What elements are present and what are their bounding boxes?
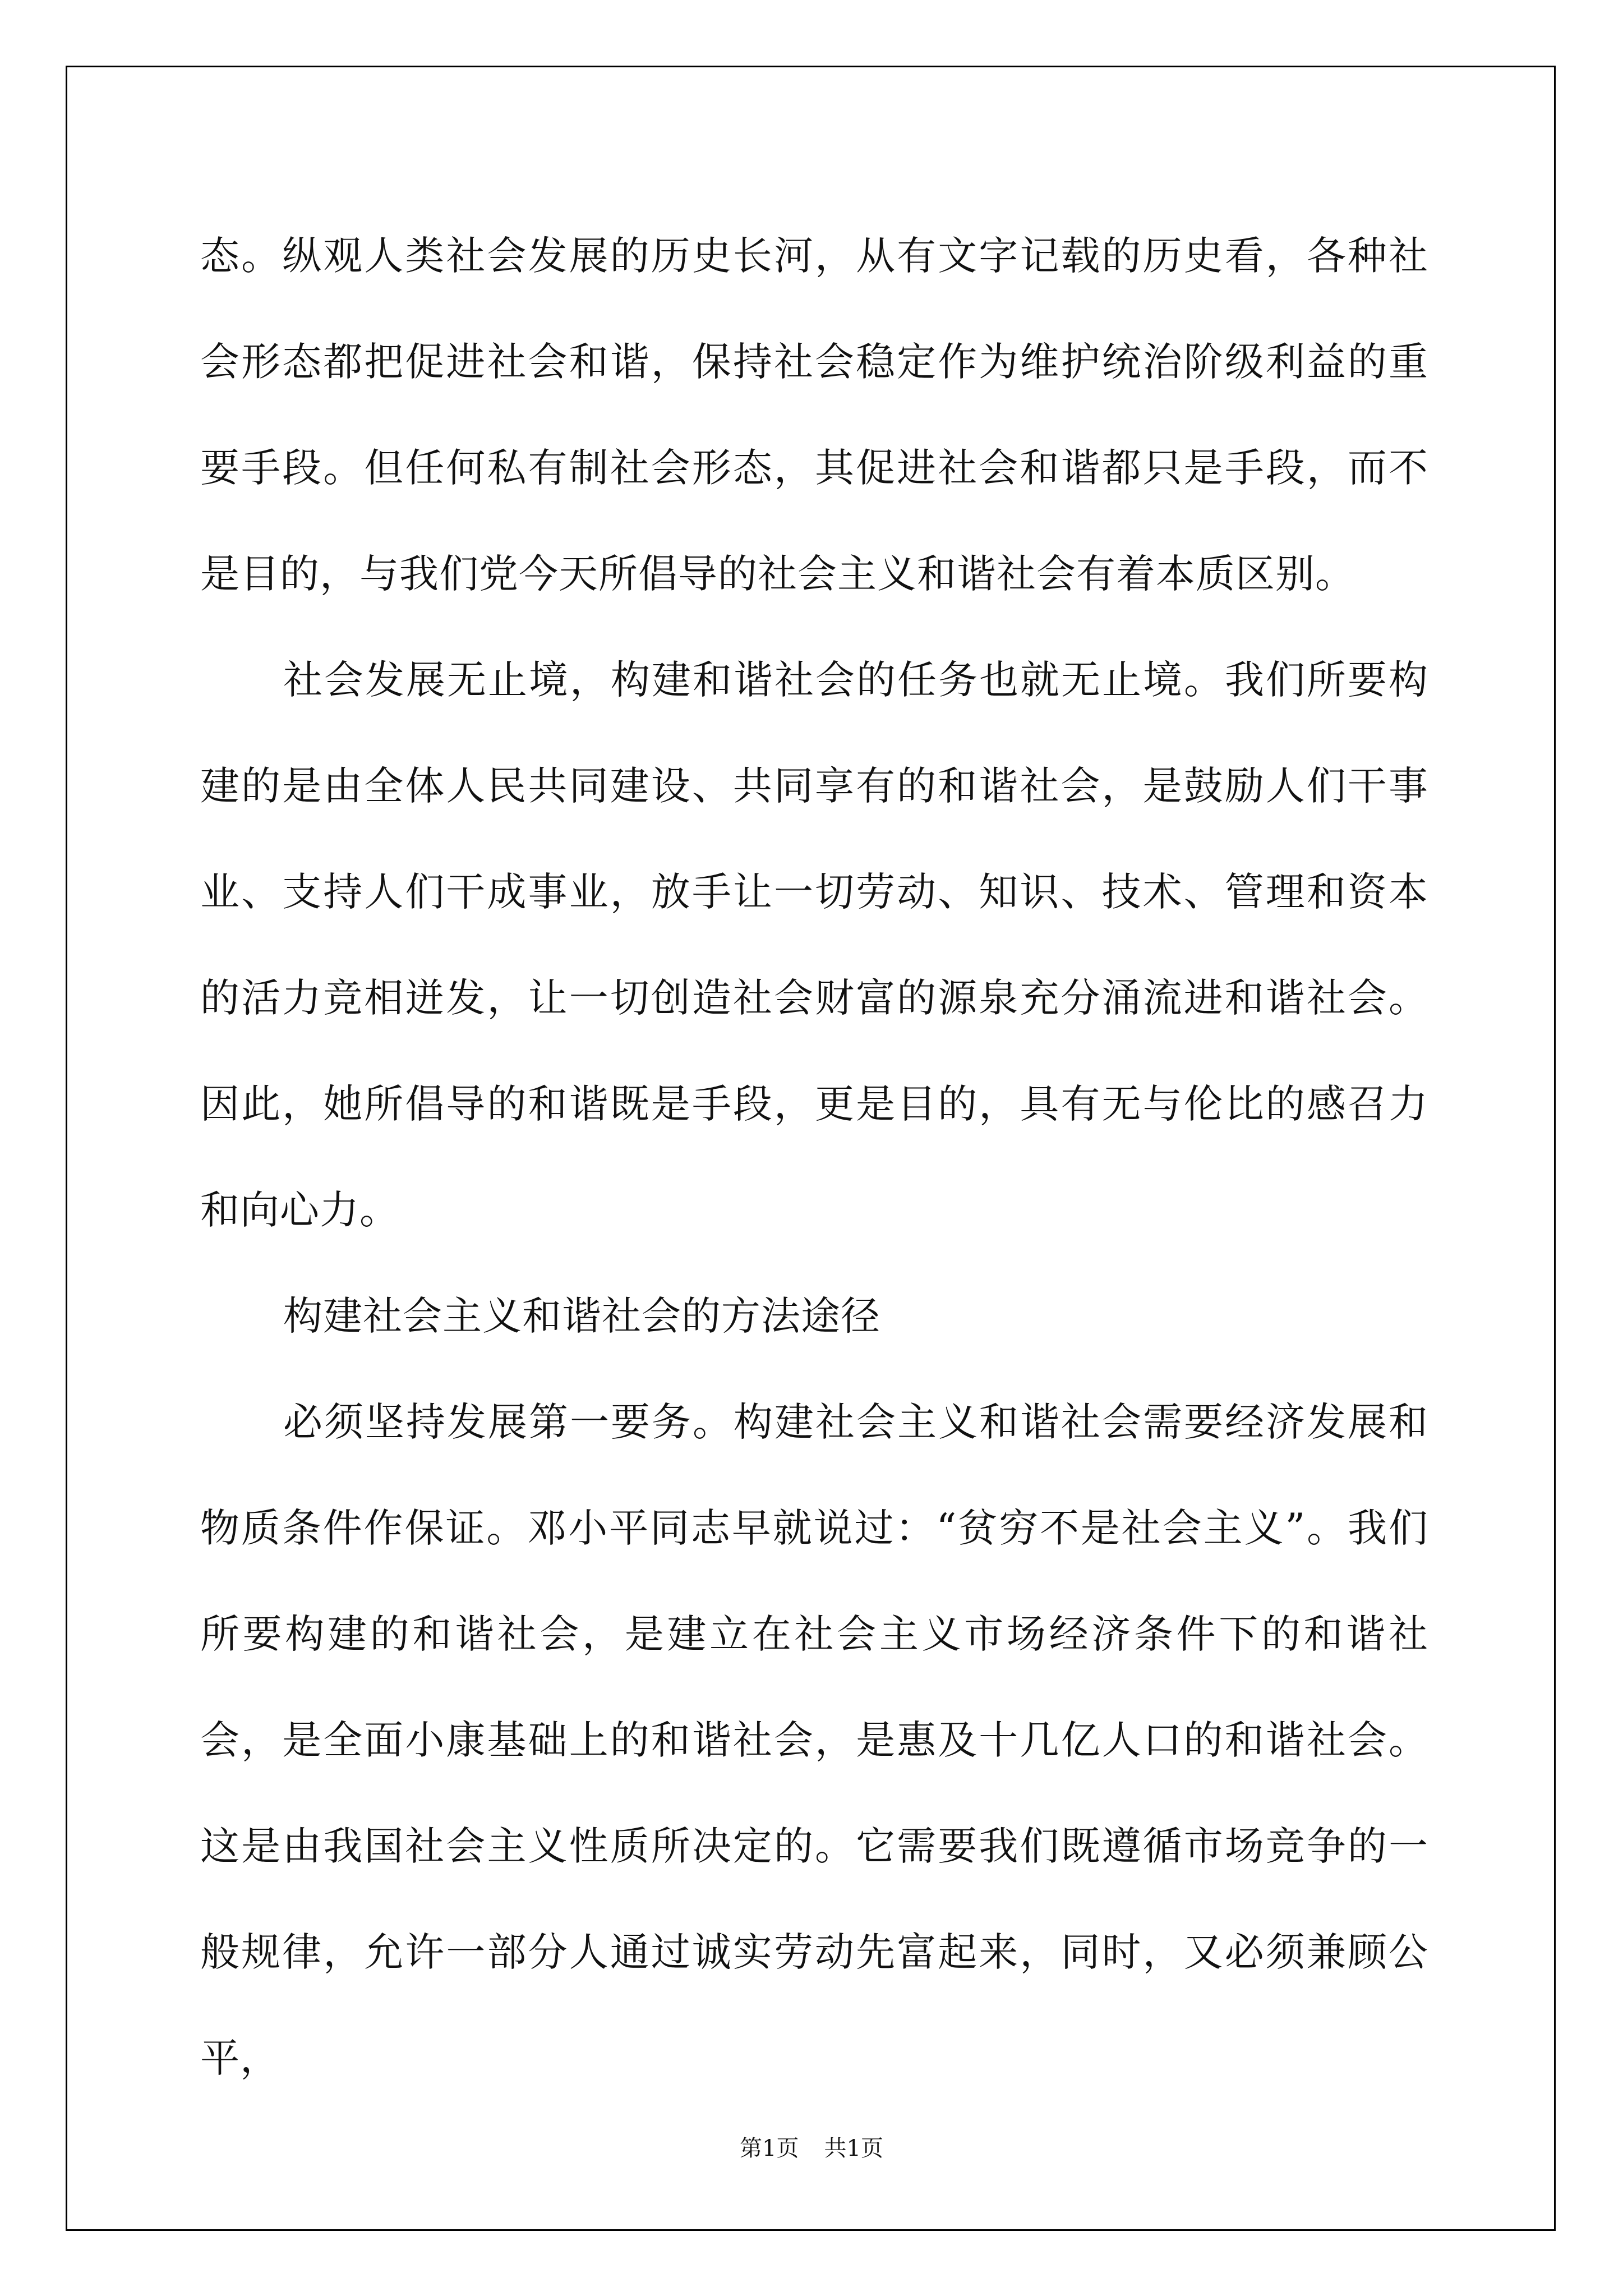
section-heading: 构建社会主义和谐社会的方法途径 (283, 1293, 880, 1339)
document-body (200, 203, 1428, 2111)
paragraph-3: 必须坚持发展第一要务。构建社会主义和谐社会需要经济发展和物质条件作保证。邓小平同志早就说过：“贫穷不是社会主义”。我们所要构建的和谐社会，是建立在社会主义市场经济条件下的和谐社会，是全面小康基础上的和谐社会，是惠及十几亿人口的和谐社会。这是由我国社会主义性质所决定的。它需要我们既遵循市场竞争的一般规律，允许一部分人通过诚实劳动先富起来，同时，又必须兼顾公平， (200, 1399, 1428, 2081)
page-total: 共1页 (824, 2136, 883, 2161)
paragraph-2: 社会发展无止境，构建和谐社会的任务也就无止境。我们所要构建的是由全体人民共同建设、共同享有的和谐社会，是鼓励人们干事业、支持人们干成事业，放手让一切劳动、知识、技术、管理和资本的活力竞相迸发，让一切创造社会财富的源泉充分涌流进和谐社会。因此，她所倡导的和谐既是手段，更是目的，具有无与伦比的感召力和向心力。 (200, 657, 1428, 1233)
page-number: 第1页 (740, 2136, 799, 2161)
page-footer (0, 2131, 1623, 2162)
paragraph-1: 态。纵观人类社会发展的历史长河，从有文字记载的历史看，各种社会形态都把促进社会和谐，保持社会稳定作为维护统治阶级利益的重要手段。但任何私有制社会形态，其促进社会和谐都只是手段，而不是目的，与我们党今天所倡导的社会主义和谐社会有着本质区别。 (200, 233, 1428, 597)
